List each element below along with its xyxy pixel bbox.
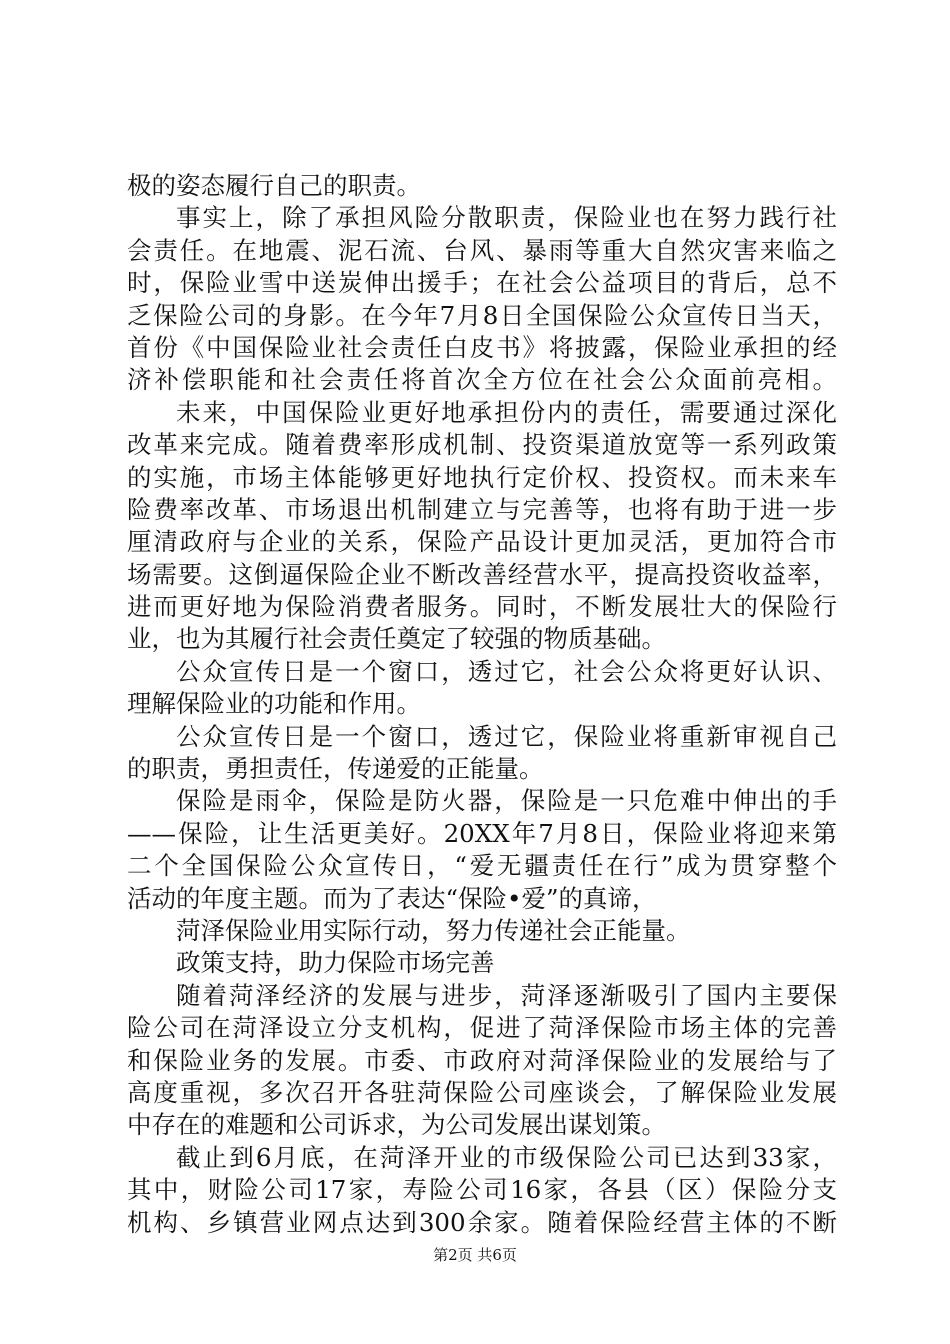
text-line: 未来，中国保险业更好地承担份内的责任，需要通过深化 bbox=[176, 397, 837, 427]
text-line: 业，也为其履行社会责任奠定了较强的物质基础。 bbox=[127, 624, 666, 654]
text-line: 截止到6月底，在菏泽开业的市级保险公司已达到33家， bbox=[176, 1142, 837, 1172]
text-line: 时，保险业雪中送炭伸出援手；在社会公益项目的背后，总不 bbox=[127, 268, 837, 298]
text-line: 机构、乡镇营业网点达到300余家。随着保险经营主体的不断 bbox=[127, 1207, 837, 1237]
text-line: 进而更好地为保险消费者服务。同时，不断发展壮大的保险行 bbox=[127, 592, 837, 622]
text-line: 理解保险业的功能和作用。 bbox=[127, 689, 421, 719]
text-line: 险费率改革、市场退出机制建立与完善等，也将有助于进一步 bbox=[127, 494, 837, 524]
text-line: 其中，财险公司17家，寿险公司16家，各县（区）保险分支 bbox=[127, 1175, 837, 1205]
text-line: 的职责，勇担责任，传递爱的正能量。 bbox=[127, 754, 544, 784]
page-footer: 第2页 共6页 bbox=[433, 1246, 517, 1264]
text-line: 公众宣传日是一个窗口，透过它，社会公众将更好认识、 bbox=[176, 656, 837, 686]
text-line: 事实上，除了承担风险分散职责，保险业也在努力践行社 bbox=[176, 203, 837, 233]
text-line: 厘清政府与企业的关系，保险产品设计更加灵活，更加符合市 bbox=[127, 527, 837, 557]
document-body bbox=[127, 170, 837, 1239]
text-line: 场需要。这倒逼保险企业不断改善经营水平，提高投资收益率， bbox=[127, 559, 837, 589]
text-line: 随着菏泽经济的发展与进步，菏泽逐渐吸引了国内主要保 bbox=[176, 980, 837, 1010]
text-line: 中存在的难题和公司诉求，为公司发展出谋划策。 bbox=[127, 1110, 666, 1140]
text-line: 高度重视，多次召开各驻菏保险公司座谈会，了解保险业发展 bbox=[127, 1077, 837, 1107]
text-line: 乏保险公司的身影。在今年7月8日全国保险公众宣传日当天， bbox=[127, 300, 837, 330]
text-line: 济补偿职能和社会责任将首次全方位在社会公众面前亮相。 bbox=[127, 365, 837, 395]
text-line: 政策支持，助力保险市场完善 bbox=[176, 948, 495, 978]
text-line: 活动的年度主题。而为了表达“保险•爱”的真谛， bbox=[127, 883, 657, 913]
text-line: ——保险，让生活更美好。20XX年7月8日，保险业将迎来第 bbox=[127, 818, 837, 848]
text-line: 极的姿态履行自己的职责。 bbox=[127, 171, 421, 200]
text-line: 菏泽保险业用实际行动，努力传递社会正能量。 bbox=[176, 915, 691, 945]
text-line: 二个全国保险公众宣传日，“爱无疆责任在行”成为贯穿整个 bbox=[127, 851, 837, 881]
text-line: 保险是雨伞，保险是防火器，保险是一只危难中伸出的手 bbox=[176, 786, 837, 816]
text-line: 险公司在菏泽设立分支机构，促进了菏泽保险市场主体的完善 bbox=[127, 1013, 837, 1043]
text-line: 的实施，市场主体能够更好地执行定价权、投资权。而未来车 bbox=[127, 462, 837, 492]
text-line: 首份《中国保险业社会责任白皮书》将披露，保险业承担的经 bbox=[127, 332, 837, 362]
text-line: 和保险业务的发展。市委、市政府对菏泽保险业的发展给与了 bbox=[127, 1045, 837, 1075]
text-line: 改革来完成。随着费率形成机制、投资渠道放宽等一系列政策 bbox=[127, 430, 837, 460]
text-line: 会责任。在地震、泥石流、台风、暴雨等重大自然灾害来临之 bbox=[127, 235, 837, 265]
text-line: 公众宣传日是一个窗口，透过它，保险业将重新审视自己 bbox=[176, 721, 837, 751]
